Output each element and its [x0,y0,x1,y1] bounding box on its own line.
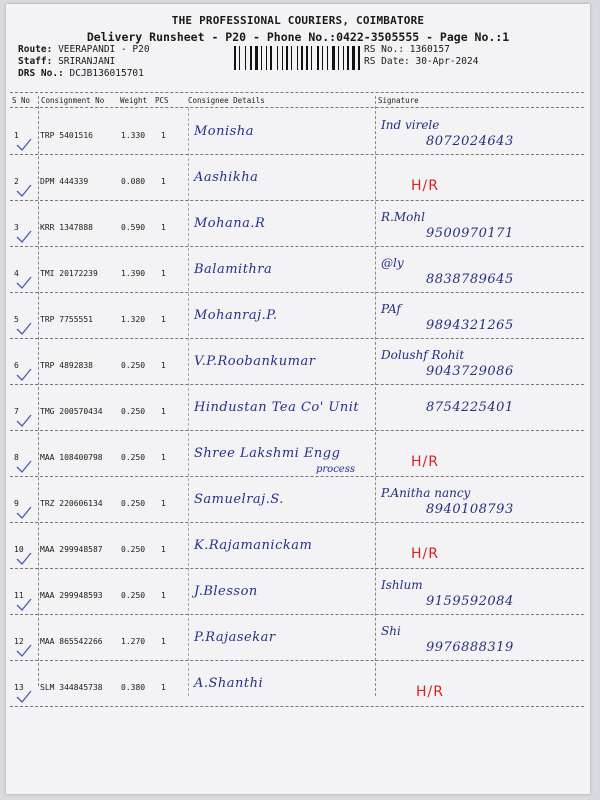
row-sno: 10 [14,545,24,554]
row-pcs: 1 [161,499,166,508]
row-hold-return: H/R [416,684,444,700]
table-row [6,156,590,204]
row-phone: 9976888319 [426,640,514,655]
check-mark-icon [16,644,32,658]
rs-date-value: 30-Apr-2024 [415,56,479,67]
row-consignment: KRR 1347888 [40,223,93,232]
row-signature: Ind virele [381,118,440,132]
row-weight: 0.080 [121,177,146,186]
col-consignee: Consignee Details [188,96,265,105]
table-row [6,662,590,710]
route-value: VEERAPANDI - P20 [58,44,150,55]
row-consignment: TRP 5401516 [40,131,93,140]
row-phone: 9500970171 [426,226,514,241]
row-sno: 8 [14,453,19,462]
row-consignment: TMI 20172239 [40,269,98,278]
row-weight: 0.250 [121,499,146,508]
row-signature: P.Anitha nancy [381,486,471,500]
check-mark-icon [16,690,32,704]
row-sno: 11 [14,591,24,600]
check-mark-icon [16,552,32,566]
row-signature: @ly [381,256,404,270]
row-phone: 8072024643 [426,134,514,149]
row-consignment: TRP 7755551 [40,315,93,324]
row-pcs: 1 [161,223,166,232]
row-hold-return: H/R [411,454,439,470]
staff-label: Staff: [18,56,53,67]
table-row [6,294,590,342]
row-phone: 8838789645 [426,272,514,287]
col-weight: Weight [120,96,148,105]
row-phone: 8940108793 [426,502,514,517]
route-label: Route: [18,44,53,55]
drs-line [18,68,144,79]
rs-date-line [364,56,478,67]
drs-label: DRS No.: [18,68,64,79]
table-row [6,616,590,664]
row-pcs: 1 [161,683,166,692]
row-pcs: 1 [161,407,166,416]
row-consignment: MAA 299948587 [40,545,103,554]
check-mark-icon [16,138,32,152]
row-weight: 0.250 [121,453,146,462]
row-signature: Shi [381,624,401,638]
row-consignee-name: Hindustan Tea Co' Unit [194,400,360,415]
row-pcs: 1 [161,591,166,600]
row-pcs: 1 [161,269,166,278]
check-mark-icon [16,460,32,474]
row-pcs: 1 [161,315,166,324]
row-consignment: DPM 444339 [40,177,89,186]
col-pcs: PCS [155,96,169,105]
runsheet-page [6,4,590,794]
row-consignee-name-line2: process [316,464,355,475]
table-row [6,524,590,572]
row-phone: 9043729086 [426,364,514,379]
row-consignee-name: A.Shanthi [194,676,264,691]
row-pcs: 1 [161,361,166,370]
row-consignment: TRZ 220606134 [40,499,103,508]
table-row [6,248,590,296]
row-sno: 5 [14,315,19,324]
row-consignment: TMG 200570434 [40,407,103,416]
row-weight: 1.390 [121,269,146,278]
table-row [6,386,590,434]
row-hold-return: H/R [411,178,439,194]
row-signature: PAf [381,302,401,316]
row-consignee-name: Samuelraj.S. [194,492,284,507]
row-consignment: MAA 299948593 [40,591,103,600]
staff-line [18,56,115,67]
row-pcs: 1 [161,177,166,186]
check-mark-icon [16,276,32,290]
row-phone: 9159592084 [426,594,514,609]
row-pcs: 1 [161,637,166,646]
row-sno: 6 [14,361,19,370]
table-row [6,202,590,250]
row-phone: 9894321265 [426,318,514,333]
check-mark-icon [16,322,32,336]
row-consignee-name: Shree Lakshmi Engg [194,446,341,461]
row-sno: 7 [14,407,19,416]
col-sno: S No [12,96,31,105]
row-sno: 12 [14,637,24,646]
check-mark-icon [16,230,32,244]
check-mark-icon [16,598,32,612]
check-mark-icon [16,506,32,520]
row-sno: 2 [14,177,19,186]
row-weight: 0.250 [121,361,146,370]
row-weight: 0.380 [121,683,146,692]
row-consignment: MAA 865542266 [40,637,103,646]
row-hold-return: H/R [411,546,439,562]
row-weight: 0.250 [121,545,146,554]
row-sno: 9 [14,499,19,508]
row-weight: 1.270 [121,637,146,646]
row-weight: 0.250 [121,591,146,600]
row-consignment: TRP 4892838 [40,361,93,370]
company-name: THE PROFESSIONAL COURIERS, COIMBATORE [171,14,425,27]
row-signature: Dolushf Rohit [381,348,465,362]
table-row [6,570,590,618]
rs-no-value: 1360157 [409,44,450,55]
row-weight: 0.250 [121,407,146,416]
row-pcs: 1 [161,453,166,462]
table-row [6,110,590,158]
row-sno: 13 [14,683,24,692]
rs-no-line [364,44,450,55]
row-consignee-name: Balamithra [194,262,273,277]
runsheet-title: Delivery Runsheet - P20 - Phone No.:0422-3505555 - Page No.:1 [86,30,510,44]
row-consignment: MAA 108400798 [40,453,103,462]
row-sno: 4 [14,269,19,278]
row-sno: 3 [14,223,19,232]
check-mark-icon [16,368,32,382]
row-pcs: 1 [161,131,166,140]
check-mark-icon [16,414,32,428]
row-weight: 0.590 [121,223,146,232]
rs-no-label: RS No.: [364,44,405,55]
row-pcs: 1 [161,545,166,554]
check-mark-icon [16,184,32,198]
col-consignment: Consignment No [41,96,105,105]
col-signature: Signature [378,96,419,105]
row-phone: 8754225401 [426,400,514,415]
route-line [18,44,150,55]
row-consignee-name: J.Blesson [194,584,258,599]
staff-value: SRIRANJANI [58,56,116,67]
row-consignee-name: Aashikha [194,170,259,185]
row-consignment: SLM 344845738 [40,683,103,692]
barcode [234,46,360,70]
row-signature: R.Mohl [381,210,425,224]
row-sno: 1 [14,131,19,140]
row-consignee-name: Mohana.R [194,216,266,231]
row-consignee-name: Mohanraj.P. [194,308,278,323]
row-consignee-name: Monisha [194,124,254,139]
row-consignee-name: P.Rajasekar [194,630,276,645]
rs-date-label: RS Date: [364,56,410,67]
row-weight: 1.320 [121,315,146,324]
row-consignee-name: V.P.Roobankumar [194,354,316,369]
row-weight: 1.330 [121,131,146,140]
row-consignee-name: K.Rajamanickam [194,538,313,553]
row-signature: Ishlum [381,578,423,592]
table-row [6,432,590,480]
table-row [6,478,590,526]
table-row [6,340,590,388]
drs-value: DCJB136015701 [69,68,144,79]
